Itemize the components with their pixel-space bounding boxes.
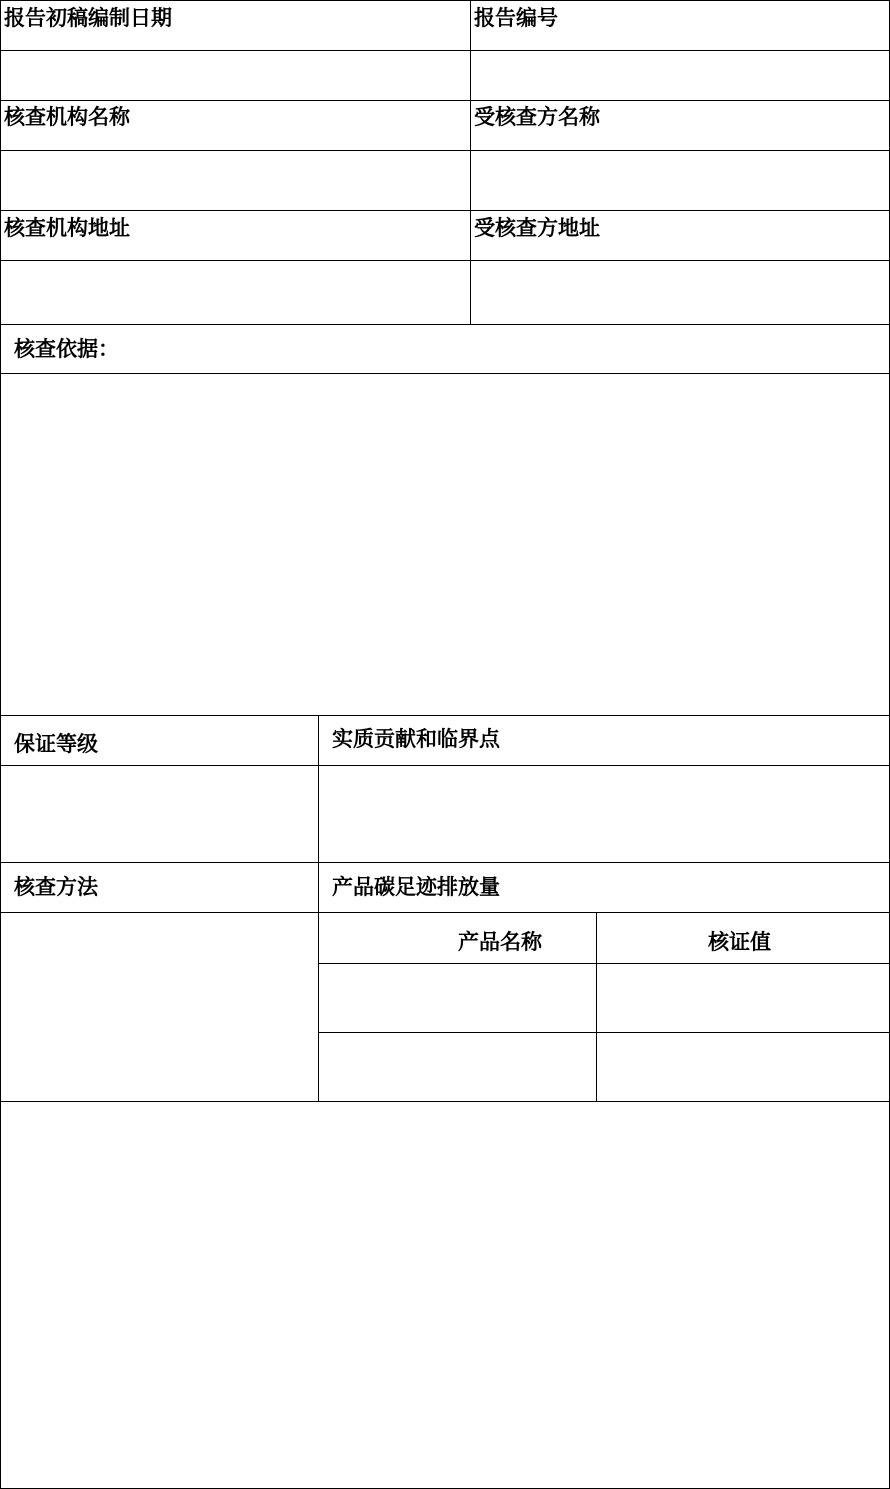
row-divider <box>0 210 890 211</box>
row-divider <box>0 100 890 101</box>
method-label: 核查方法 <box>14 875 98 899</box>
materiality-label: 实质贡献和临界点 <box>332 727 500 751</box>
row-divider <box>0 715 890 716</box>
materiality-field[interactable] <box>319 766 889 862</box>
draft-date-field[interactable] <box>1 51 469 100</box>
verifier-name-label: 核查机构名称 <box>4 105 130 129</box>
verified-value-cell[interactable] <box>597 964 889 1032</box>
basis-label: 核查依据： <box>14 337 119 361</box>
draft-date-label: 报告初稿编制日期 <box>4 6 172 30</box>
verifier-address-label: 核查机构地址 <box>4 216 130 240</box>
report-number-field[interactable] <box>471 51 889 100</box>
verified-party-name-label: 受核查方名称 <box>474 105 600 129</box>
verifier-name-field[interactable] <box>1 151 469 210</box>
assurance-level-field[interactable] <box>1 766 317 862</box>
row-divider <box>0 862 890 863</box>
verified-party-address-label: 受核查方地址 <box>474 216 600 240</box>
verified-party-name-field[interactable] <box>471 151 889 210</box>
basis-field[interactable] <box>1 374 889 715</box>
row-divider <box>0 324 890 325</box>
assurance-level-label: 保证等级 <box>14 732 98 756</box>
report-number-label: 报告编号 <box>474 6 558 30</box>
product-name-header: 产品名称 <box>458 930 542 954</box>
product-name-cell[interactable] <box>319 1033 595 1101</box>
verified-value-header: 核证值 <box>708 930 771 954</box>
conclusion-field[interactable] <box>1 1102 889 1487</box>
verified-value-cell[interactable] <box>597 1033 889 1101</box>
method-field[interactable] <box>1 913 317 1101</box>
emissions-label: 产品碳足迹排放量 <box>332 875 500 899</box>
verifier-address-field[interactable] <box>1 261 469 324</box>
verified-party-address-field[interactable] <box>471 261 889 324</box>
product-name-cell[interactable] <box>319 964 595 1032</box>
